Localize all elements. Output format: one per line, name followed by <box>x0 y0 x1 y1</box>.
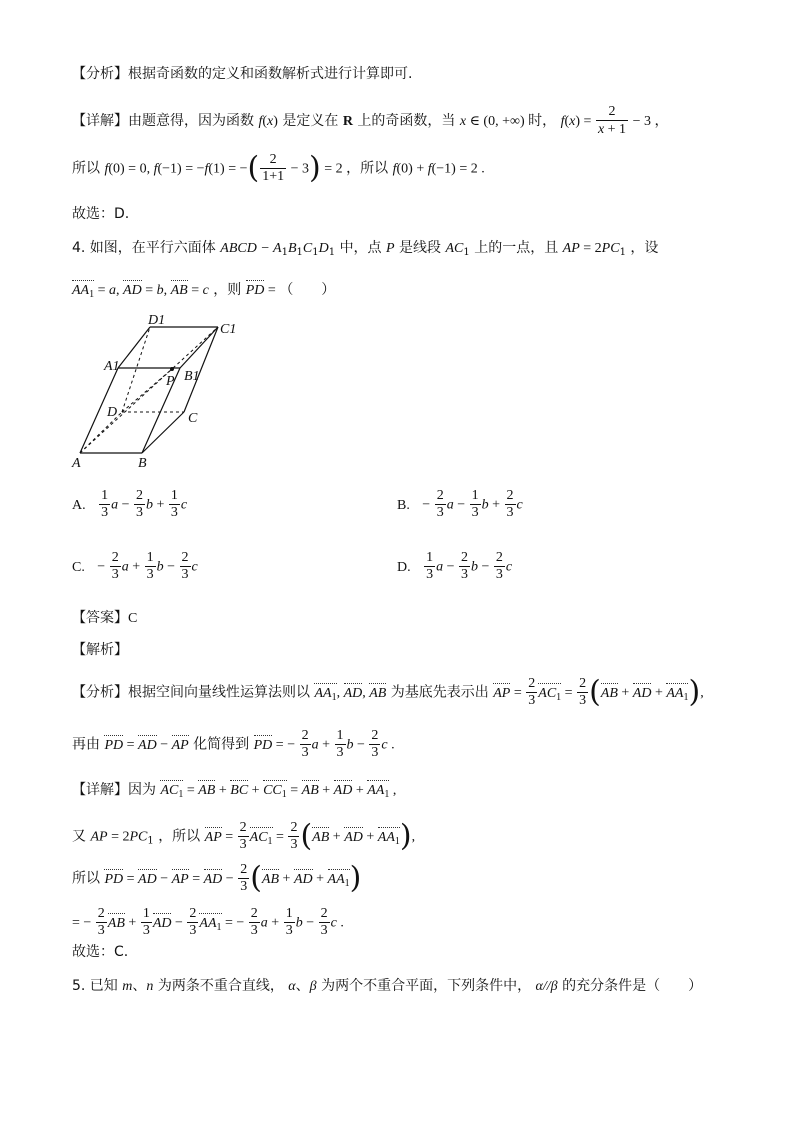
analysis-tag: 【分析】 <box>72 66 128 82</box>
edge-C1B1 <box>180 327 218 368</box>
label-P: P <box>166 374 175 389</box>
q3-choice-line: 故选：D. <box>72 206 130 222</box>
label-D1: D1 <box>148 315 166 328</box>
option-c[interactable]: C. − $\frac{2}{3}$ a + $\frac{1}{3}$ b − $\frac{2}{3}$ c <box>72 550 198 582</box>
point-P <box>170 367 174 371</box>
label-B1: B1 <box>184 369 200 384</box>
label-B: B <box>138 456 147 471</box>
parallelepiped-figure <box>70 315 240 475</box>
q3-so-line: 所以 f(0) = 0, f(−1) = −f(1) = −( $\frac{2}{1+1}$ − 3) = 2 ，所以 f(0) + f(−1) = 2 . <box>72 150 485 186</box>
label-C1: C1 <box>220 322 237 337</box>
diagonal-AC1 <box>80 327 218 453</box>
edge-DD1-hidden <box>122 327 150 412</box>
option-d[interactable]: D. $\frac{1}{3}$ a − $\frac{2}{3}$ b − $\frac{2}{3}$ c <box>397 550 513 582</box>
q4-analysis-line: 【分析】根据空间向量线性运算法则以 $AA_1$, AD, AB 为基底先表示出 AP = $\frac{2}{3}$ $AC_1$ = $\frac{2}{3}$ (AB + AD + $AA_1$), <box>72 674 704 710</box>
q4-stem-line: 4. 如图，在平行六面体 ABCD − $A_1B_1C_1D_1$ 中，点 P 是线段 $AC_1$ 上的一点，且 AP = $2PC_1$ ，设 <box>72 240 659 258</box>
explain-tag: 【解析】 <box>72 642 128 658</box>
q3-detail-line: 【详解】由题意得，因为函数 f(x) 是定义在 R 上的奇函数，当 x ∈ (0, +∞) 时， f(x) = $\frac{2}{x + 1}$ − 3 ， <box>72 104 669 137</box>
q4-also-line: 又 AP = $2PC_1$ ，所以 AP = $\frac{2}{3}$ $AC_1$ = $\frac{2}{3}$ (AB + AD + $AA_1$), <box>72 818 416 854</box>
q4-then-line: 再由 PD = AD − AP 化简得到 PD = − $\frac{2}{3}$ a + $\frac{1}{3}$ b − $\frac{2}{3}$ c . <box>72 728 395 760</box>
q4-detail-line: 【详解】因为 $AC_1$ = AB + BC + $CC_1$ = AB + AD + $AA_1$ , <box>72 780 396 805</box>
edge-A1D1 <box>118 327 150 368</box>
answer-value: C <box>128 611 138 626</box>
q4-result-line: = − $\frac{2}{3}$ AB + $\frac{1}{3}$ AD − $\frac{2}{3}$ $AA_1$ = − $\frac{2}{3}$ a + $\frac{1}{3}$ b − $\frac{2}{3}$ c . <box>72 906 344 938</box>
q3-analysis-line <box>72 64 412 84</box>
option-b[interactable]: B. − $\frac{2}{3}$ a − $\frac{1}{3}$ b + $\frac{2}{3}$ c <box>397 488 523 520</box>
segment-PD <box>122 369 172 412</box>
q4-answer-line <box>72 608 137 629</box>
edge-BC <box>142 412 184 453</box>
q4-so-line: 所以 PD = AD − AP = AD − $\frac{2}{3}$ (AB + AD + $AA_1$) <box>72 860 362 896</box>
q4-choice-line: 故选：C. <box>72 944 129 960</box>
label-A1: A1 <box>104 359 120 374</box>
label-A: A <box>72 456 81 471</box>
q4-stem-line2: $AA_1 = a$, AD = b, AB = c ，则 PD = （ ） <box>72 280 335 305</box>
option-a[interactable]: A. $\frac{1}{3}$ a − $\frac{2}{3}$ b + $\frac{1}{3}$ c <box>72 488 188 520</box>
label-D: D <box>107 405 118 420</box>
label-C: C <box>188 411 198 426</box>
q3-analysis-text: 根据奇函数的定义和函数解析式进行计算即可. <box>128 66 413 82</box>
answer-tag: 【答案】 <box>72 610 128 626</box>
q5-stem-line: 5. 已知 m、n 为两条不重合直线， α、β 为两个不重合平面，下列条件中， α//β 的充分条件是（ ） <box>72 978 703 994</box>
fx-expression: f <box>258 114 263 129</box>
fraction: $\frac{2}{x + 1}$ <box>597 104 627 137</box>
detail-tag: 【详解】 <box>72 113 128 129</box>
